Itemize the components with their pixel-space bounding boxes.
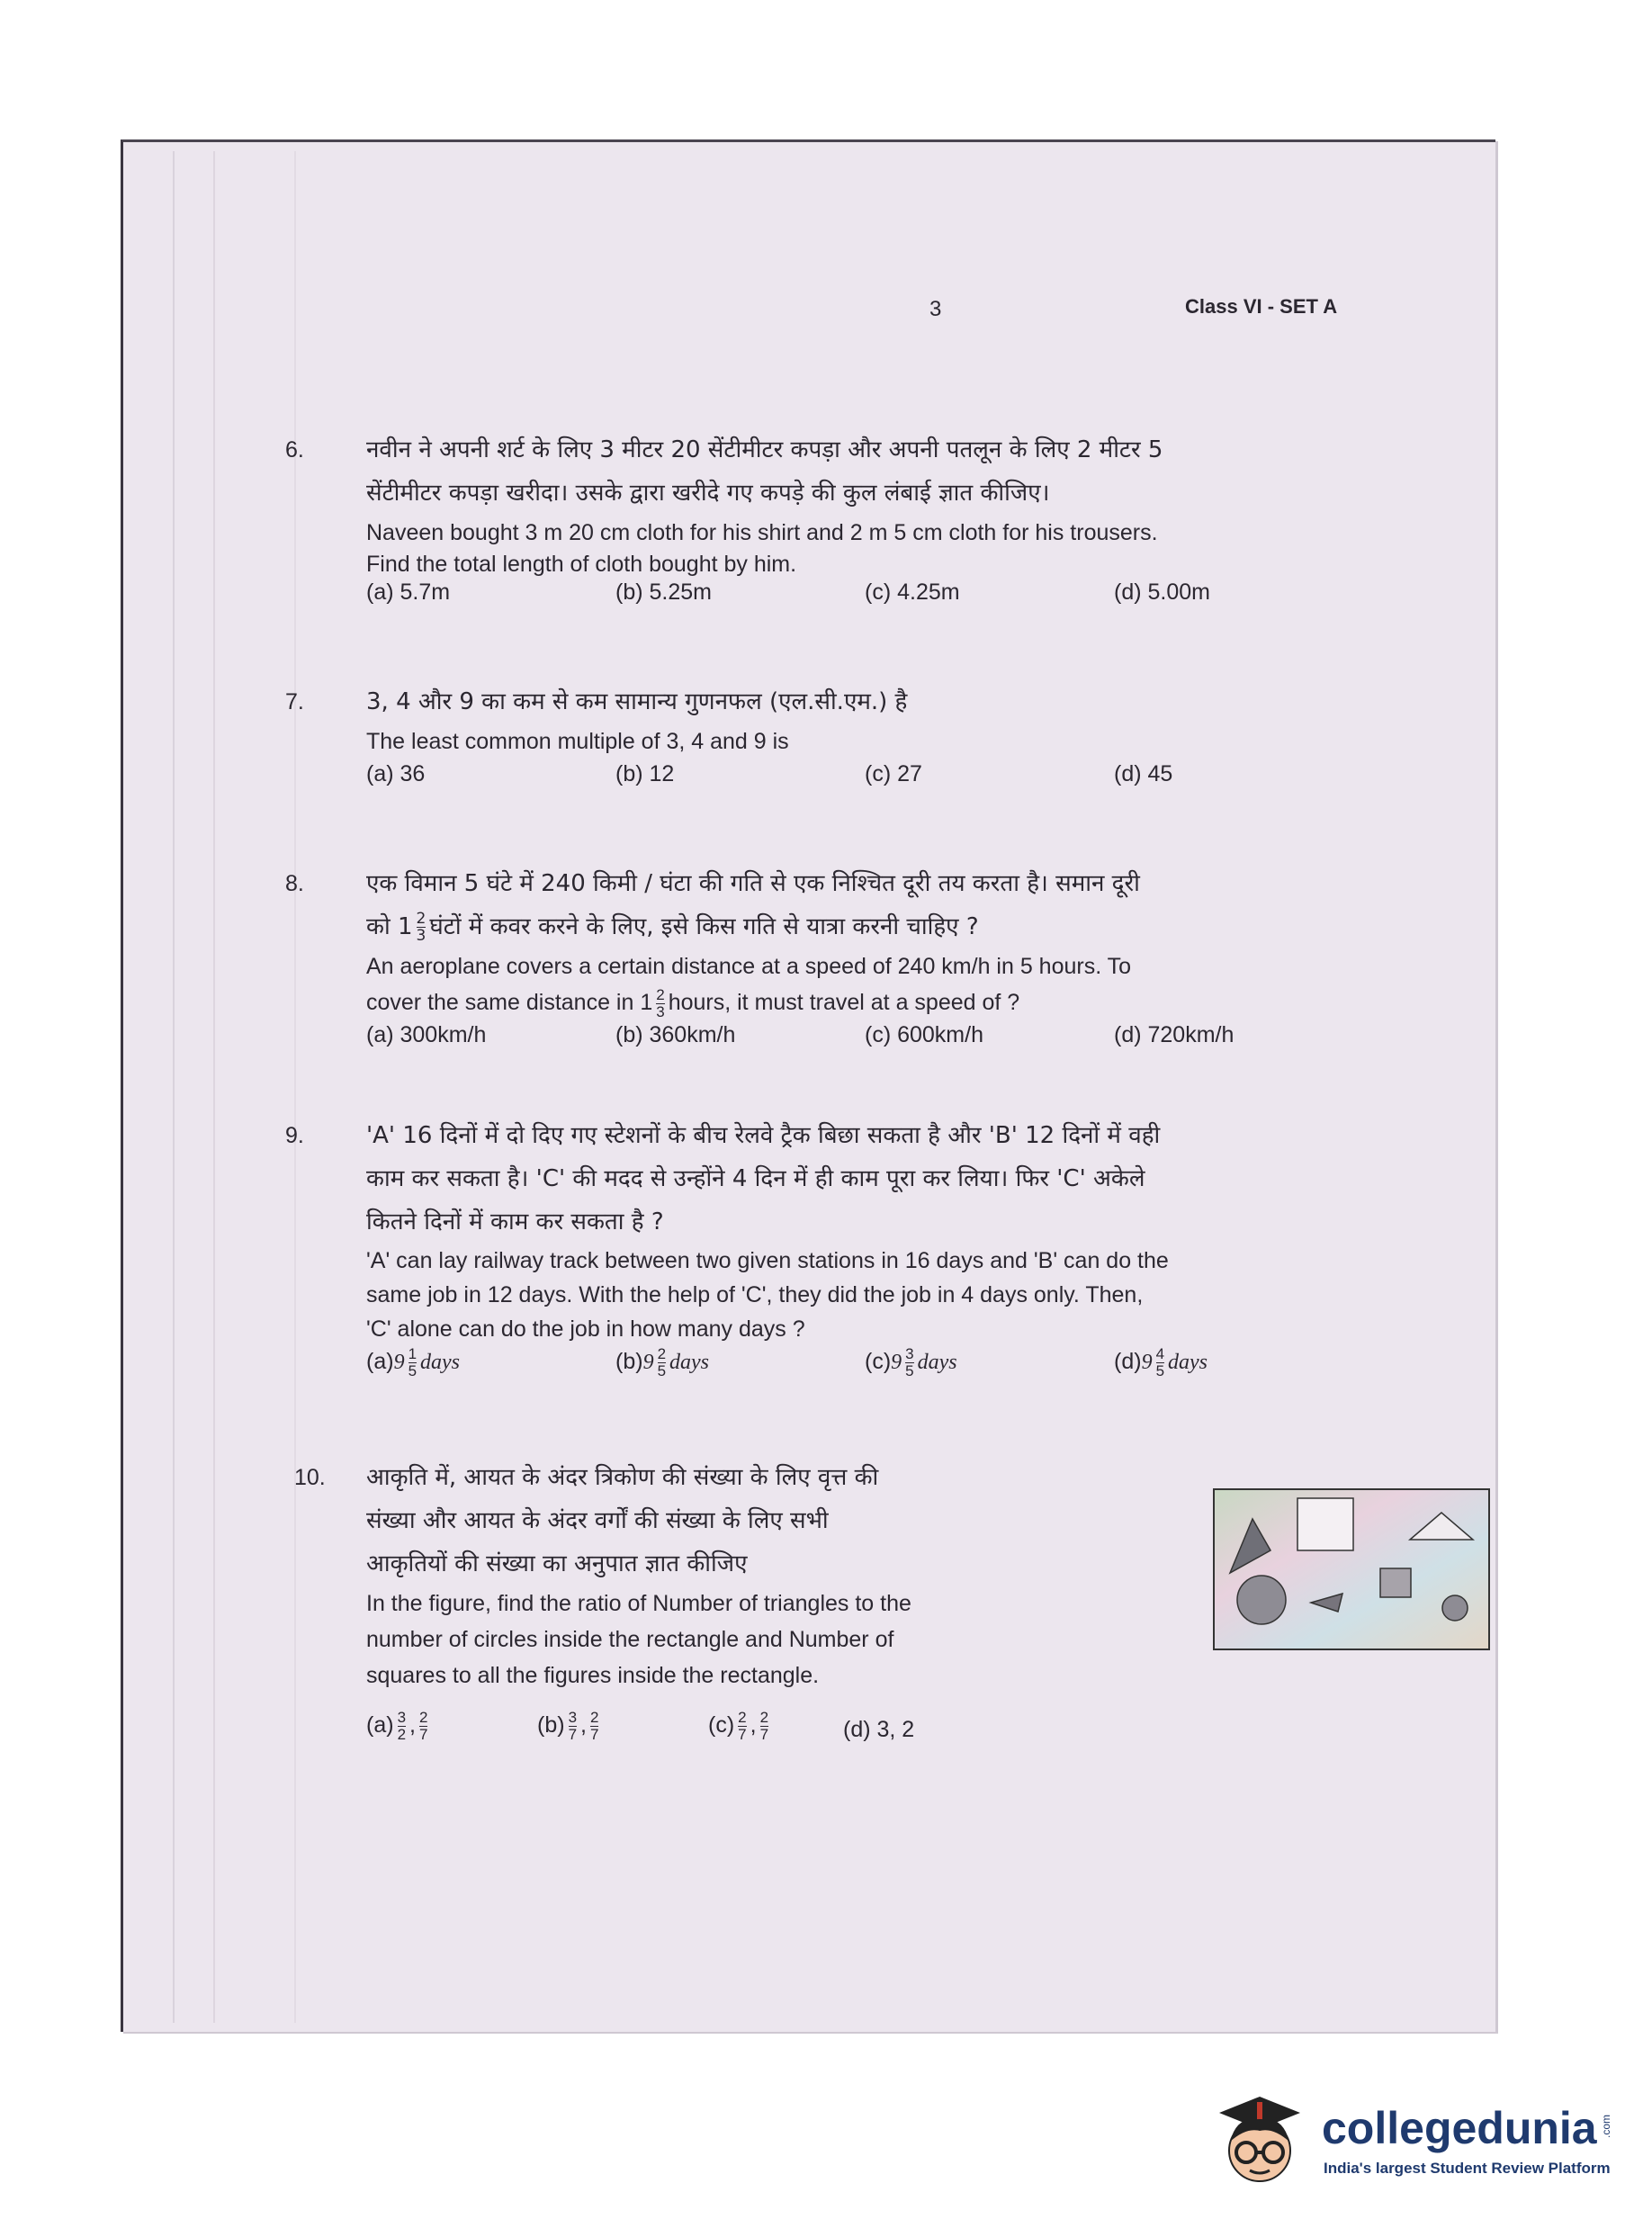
student-mascot-icon: [1210, 2088, 1309, 2196]
hindi-text: कितने दिनों में काम कर सकता है ?: [366, 1208, 664, 1235]
fraction: $\frac{2}{3}$: [416, 910, 426, 945]
english-text: 'A' can lay railway track between two given stations in 16 days and 'B' can do the: [366, 1248, 1169, 1273]
circle-shape: [1442, 1595, 1468, 1621]
option-a: (a) 300km/h: [366, 1022, 487, 1047]
question-number: 8.: [285, 871, 304, 896]
option-a: (a) 5.7m: [366, 579, 451, 605]
option-b: (b) 12: [615, 761, 675, 786]
english-text: Find the total length of cloth bought by him.: [366, 552, 797, 577]
page-number: 3: [929, 297, 942, 321]
question-body: [366, 1114, 1365, 1379]
option-a: (a) 36: [366, 761, 426, 786]
options-row: [366, 761, 1365, 787]
options-row: [366, 1710, 1086, 1743]
logo-tagline: India's largest Student Review Platform: [1324, 2160, 1611, 2177]
option-b: (b)9 $\frac{2}{5}$ days: [615, 1345, 710, 1379]
option-b: (b) 5.25m: [615, 579, 712, 605]
hindi-text: 'A' 16 दिनों में दो दिए गए स्टेशनों के बीच रेलवे ट्रैक बिछा सकता है और 'B' 12 दिनों में वही: [366, 1122, 1161, 1149]
options-row: [366, 1022, 1365, 1048]
page-fold-line: [173, 151, 175, 2023]
collegedunia-logo: [1210, 2079, 1615, 2214]
option-c: (c) 4.25m: [865, 579, 960, 605]
hindi-text: एक विमान 5 घंटे में 240 किमी / घंटा की गति से एक निश्चित दूरी तय करता है। समान दूरी: [366, 870, 1140, 897]
fraction: $\frac{2}{3}$: [656, 985, 665, 1020]
hindi-text: 3, 4 और 9 का कम से कम सामान्य गुणनफल (एल.सी.एम.) है: [366, 688, 908, 715]
page-fold-line: [294, 151, 296, 2023]
english-text: same job in 12 days. With the help of 'C', they did the job in 4 days only. Then,: [366, 1282, 1144, 1307]
hindi-text: सेंटीमीटर कपड़ा खरीदा। उसके द्वारा खरीदे गए कपड़े की कुल लंबाई ज्ञात कीजिए।: [366, 480, 1050, 507]
logo-wordmark: collegedunia: [1322, 2103, 1597, 2153]
question-number: 10.: [294, 1465, 326, 1490]
question-body: [366, 428, 1365, 606]
square-shape: [1380, 1568, 1411, 1597]
option-c: (c)9 $\frac{3}{5}$ days: [865, 1345, 957, 1379]
english-text: Naveen bought 3 m 20 cm cloth for his shirt and 2 m 5 cm cloth for his trousers.: [366, 520, 1158, 545]
option-a: (a)9 $\frac{1}{5}$ days: [366, 1345, 461, 1379]
option-b: (b) 360km/h: [615, 1022, 736, 1047]
english-text: squares to all the figures inside the rectangle.: [366, 1663, 820, 1688]
shapes-figure: [1212, 1487, 1491, 1651]
question-number: 6.: [285, 437, 304, 463]
option-d: (d)9 $\frac{4}{5}$ days: [1114, 1345, 1208, 1379]
option-c: (c) 27: [865, 761, 922, 786]
options-row: [366, 1346, 1365, 1379]
question-number: 9.: [285, 1123, 304, 1148]
question-number: 7.: [285, 689, 304, 714]
option-c: (c) 600km/h: [865, 1022, 983, 1047]
hindi-text-with-fraction: को 1 $\frac{2}{3}$ घंटों में कवर करने के लिए, इसे किस गति से यात्रा करनी चाहिए ?: [366, 910, 979, 945]
hindi-text: आकृति में, आयत के अंदर त्रिकोण की संख्या के लिए वृत्त की: [366, 1464, 879, 1491]
question-body: [366, 862, 1365, 1048]
question-body: [366, 1456, 1086, 1743]
option-d: (d) 3, 2: [843, 1717, 915, 1742]
english-text: In the figure, find the ratio of Number of triangles to the: [366, 1591, 911, 1616]
english-text: number of circles inside the rectangle and Number of: [366, 1627, 894, 1652]
circle-shape: [1237, 1576, 1286, 1624]
hindi-text: काम कर सकता है। 'C' की मदद से उन्होंने 4 दिन में ही काम पूरा कर लिया। फिर 'C' अकेले: [366, 1165, 1145, 1192]
english-text: An aeroplane covers a certain distance at a speed of 240 km/h in 5 hours. To: [366, 954, 1132, 979]
page-fold-line: [213, 151, 215, 2023]
question-body: [366, 680, 1365, 787]
english-text-with-fraction: cover the same distance in 1 $\frac{2}{3}$ hours, it must travel at a speed of ?: [366, 985, 1020, 1020]
option-d: (d) 720km/h: [1114, 1022, 1235, 1047]
english-text: 'C' alone can do the job in how many days ?: [366, 1316, 805, 1342]
class-set-label: Class VI - SET A: [1185, 295, 1338, 318]
options-row: [366, 579, 1365, 606]
option-b: (b) $\frac{3}{7}$ , $\frac{2}{7}$: [537, 1709, 599, 1743]
square-shape: [1297, 1498, 1353, 1550]
option-c: (c) $\frac{2}{7}$ , $\frac{2}{7}$: [708, 1709, 769, 1743]
hindi-text: नवीन ने अपनी शर्ट के लिए 3 मीटर 20 सेंटीमीटर कपड़ा और अपनी पतलून के लिए 2 मीटर 5: [366, 436, 1163, 463]
hindi-text: आकृतियों की संख्या का अनुपात ज्ञात कीजिए: [366, 1550, 748, 1577]
option-d: (d) 45: [1114, 761, 1173, 786]
hindi-text: संख्या और आयत के अंदर वर्गों की संख्या के लिए सभी: [366, 1507, 829, 1534]
exam-sheet: [121, 139, 1495, 2032]
option-d: (d) 5.00m: [1114, 579, 1210, 605]
english-text: The least common multiple of 3, 4 and 9 is: [366, 729, 789, 754]
option-a: (a) $\frac{3}{2}$ , $\frac{2}{7}$: [366, 1709, 428, 1743]
logo-suffix: .com: [1600, 2115, 1612, 2139]
